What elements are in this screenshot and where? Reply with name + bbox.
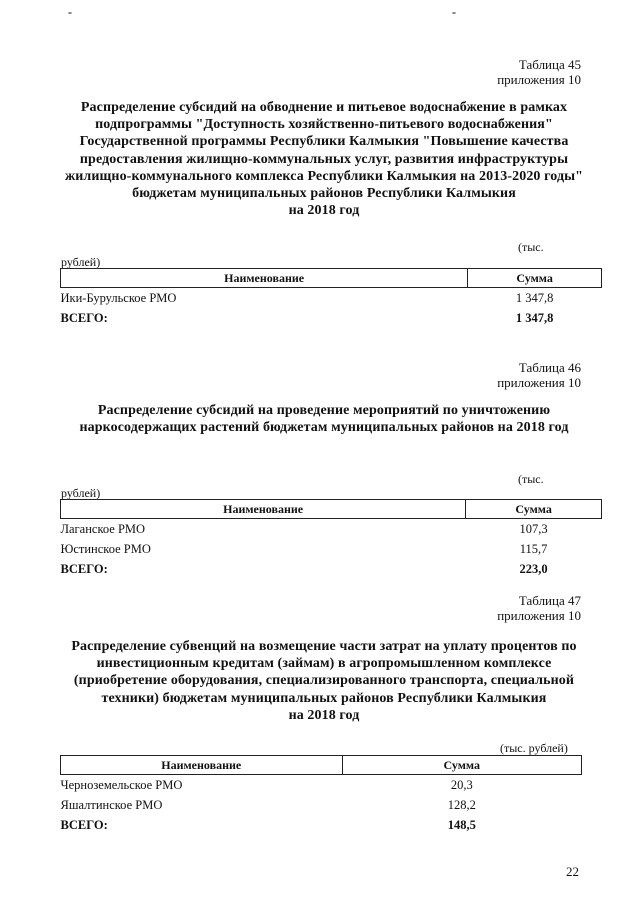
total-label: ВСЕГО: [60, 561, 108, 576]
column-header-name: Наименование [61, 756, 343, 775]
table-45-appendix: приложения 10 [497, 72, 581, 87]
table-total-row [61, 815, 582, 835]
table-45-title [56, 99, 592, 219]
table-46-unit-part1: (тыс. [518, 472, 544, 486]
table-row [61, 539, 602, 559]
table-47-unit: (тыс. рублей) [500, 741, 568, 755]
table-row [61, 288, 602, 309]
table-total-row [61, 308, 602, 328]
table-row [61, 775, 582, 796]
table-45-title-year: на 2018 год [288, 203, 360, 219]
table-47-title-year: на 2018 год [288, 707, 360, 723]
table-46-number: Таблица 46 [518, 360, 581, 375]
table-45-title-text: Распределение субсидий на обводнение и питьевое водоснабжение в рамках подпрограммы "Доступность хозяйственно-питьевого водоснабжения" Государственной программы Республики Калмыкия "Повышение качества предоставления жилищно-коммунальных услуг, развития инфраструктуры жилищно-коммунального комплекса Республики Калмыкия на 2013-2020 годы" бюджетам муниципальных районов Республики Калмыкия [64, 100, 584, 202]
scan-mark-left: - [68, 5, 72, 19]
table-total-row [61, 559, 602, 579]
table-45-unit-part2: рублей) [61, 255, 101, 269]
scan-mark-right: - [452, 5, 456, 19]
row-value: 20,3 [450, 777, 473, 792]
row-value: 128,2 [447, 797, 476, 812]
table-45 [60, 268, 602, 328]
table-47-number: Таблица 47 [518, 593, 581, 608]
page-number: 22 [566, 864, 579, 879]
row-name: Яшалтинское РМО [60, 797, 163, 812]
table-row [61, 795, 582, 815]
row-value: 1 347,8 [515, 290, 554, 305]
table-46 [60, 499, 602, 579]
row-value: 107,3 [519, 521, 548, 536]
column-header-sum: Сумма [466, 500, 602, 519]
table-45-unit-part1: (тыс. [518, 240, 544, 254]
column-header-sum: Сумма [468, 269, 602, 288]
column-header-sum: Сумма [342, 756, 582, 775]
column-header-name: Наименование [61, 500, 466, 519]
table-46-title: Распределение субсидий на проведение мероприятий по уничтожению наркосодержащих растений бюджетам муниципальных районов на 2018 год [79, 403, 569, 436]
row-name: Лаганское РМО [60, 521, 146, 536]
table-header-row [61, 756, 582, 775]
table-header-row [61, 269, 602, 288]
total-value: 223,0 [519, 561, 548, 576]
table-row [61, 519, 602, 540]
table-header-row [61, 500, 602, 519]
row-name: Ики-Бурульское РМО [60, 290, 177, 305]
table-45-number: Таблица 45 [518, 57, 581, 72]
row-name: Черноземельское РМО [60, 777, 183, 792]
row-name: Юстинское РМО [60, 541, 151, 556]
table-46-appendix: приложения 10 [497, 375, 581, 390]
total-label: ВСЕГО: [60, 817, 108, 832]
total-value: 148,5 [447, 817, 476, 832]
table-47-title [56, 638, 592, 724]
total-label: ВСЕГО: [60, 310, 108, 325]
column-header-name: Наименование [61, 269, 468, 288]
row-value: 115,7 [519, 541, 548, 556]
table-47 [60, 755, 582, 835]
total-value: 1 347,8 [515, 310, 554, 325]
table-47-appendix: приложения 10 [497, 608, 581, 623]
table-47-title-text: Распределение субвенций на возмещение части затрат на уплату процентов по инвестиционным кредитам (займам) в агропромышленном комплексе (приобретение оборудования, специализированного транспорта, специальной техники) бюджетам муниципальных районов Республики Калмыкия [71, 639, 577, 706]
table-46-unit-part2: рублей) [61, 486, 101, 500]
